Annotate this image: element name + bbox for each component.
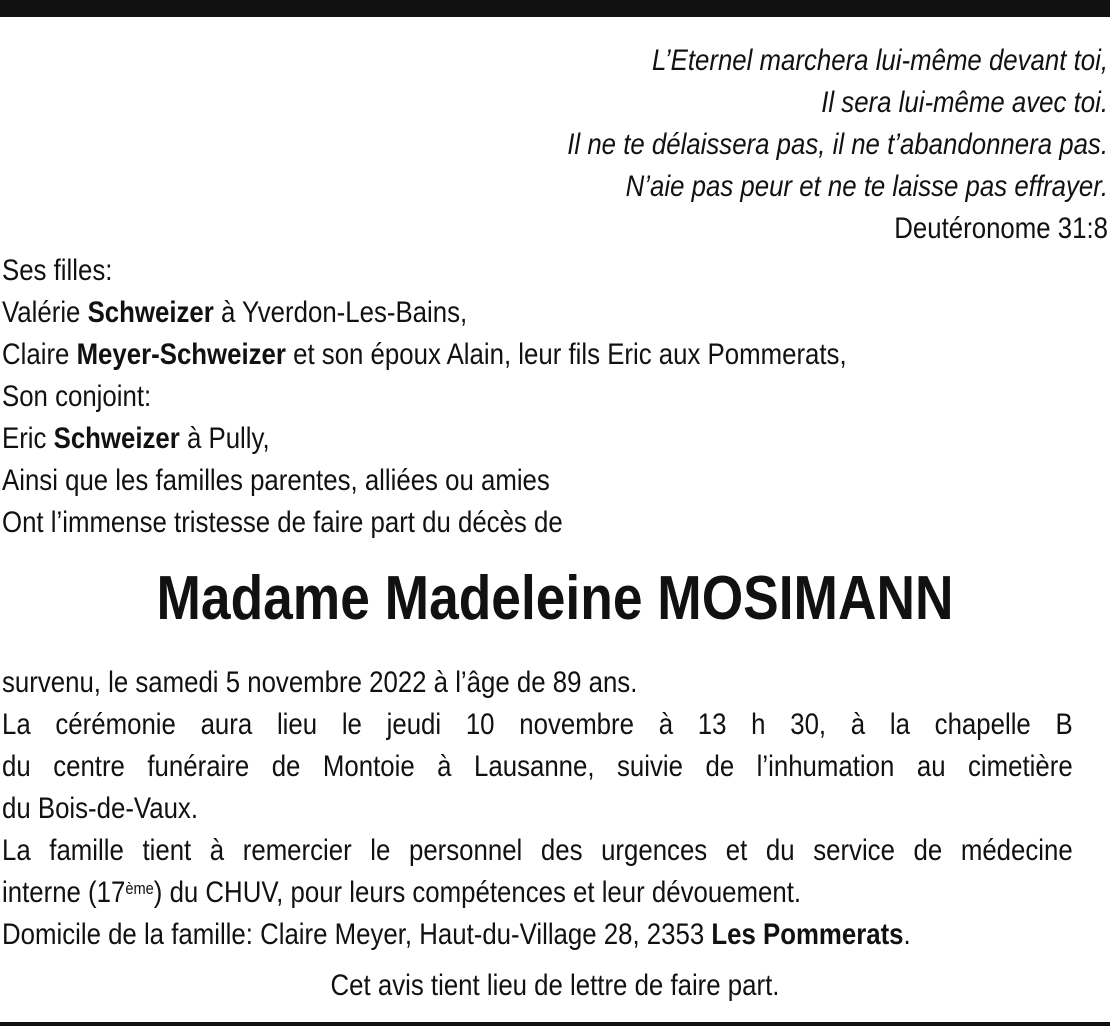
domicile-place: Les Pommerats [711, 918, 904, 951]
spouse-line [2, 418, 270, 460]
daughter-2-line [2, 334, 847, 376]
announcement-line: Ont l’immense tristesse de faire part du décès de [2, 506, 563, 539]
thanks-line-2 [2, 872, 801, 914]
domicile-line [2, 914, 911, 956]
daughter-1-last-name: Schweizer [87, 296, 214, 329]
daughter-2-first-name: Claire [2, 338, 70, 371]
daughter-1-line [2, 292, 467, 334]
verse-line-1: L’Eternel marchera lui-même devant toi, [651, 44, 1108, 77]
domicile-period: . [903, 918, 911, 951]
domicile-address: Domicile de la famille: Claire Meyer, Haut-du-Village 28, 2353 [2, 918, 705, 951]
top-border-rule [0, 0, 1110, 17]
ordinal-superscript: ème [125, 879, 154, 898]
thanks-line-1: La famille tient à remercier le personnel des urgences et du service de médecine [2, 834, 1073, 867]
death-date-line: survenu, le samedi 5 novembre 2022 à l’âge de 89 ans. [2, 666, 638, 699]
daughter-1-location: à Yverdon-Les-Bains, [220, 296, 468, 329]
spouse-last-name: Schweizer [53, 422, 180, 455]
relatives-line: Ainsi que les familles parentes, alliées ou amies [2, 464, 550, 497]
footer-note: Cet avis tient lieu de lettre de faire part. [330, 969, 780, 1002]
deceased-name: Madame Madeleine MOSIMANN [156, 564, 954, 633]
ceremony-line-1: La cérémonie aura lieu le jeudi 10 novembre à 13 h 30, à la chapelle B [2, 708, 1073, 741]
daughter-2-details: et son époux Alain, leur fils Eric aux Pommerats, [293, 338, 847, 371]
thanks-line-2-prefix: interne (17 [2, 876, 126, 909]
verse-reference: Deutéronome 31:8 [894, 212, 1108, 245]
thanks-line-2-suffix: ) du CHUV, pour leurs compétences et leur dévouement. [153, 876, 802, 909]
ceremony-line-3: du Bois-de-Vaux. [2, 792, 198, 825]
spouse-location: à Pully, [186, 422, 270, 455]
verse-line-4: N’aie pas peur et ne te laisse pas effrayer. [625, 170, 1108, 203]
daughter-1-first-name: Valérie [2, 296, 81, 329]
spouse-label: Son conjoint: [2, 380, 152, 413]
verse-line-2: Il sera lui-même avec toi. [821, 86, 1108, 119]
ceremony-line-2: du centre funéraire de Montoie à Lausanne, suivie de l’inhumation au cimetière [2, 750, 1073, 783]
daughter-2-last-name: Meyer-Schweizer [76, 338, 286, 371]
daughters-label: Ses filles: [2, 254, 113, 287]
bottom-border-rule [0, 1022, 1110, 1026]
spouse-first-name: Eric [2, 422, 47, 455]
verse-line-3: Il ne te délaissera pas, il ne t’abandonnera pas. [567, 128, 1108, 161]
